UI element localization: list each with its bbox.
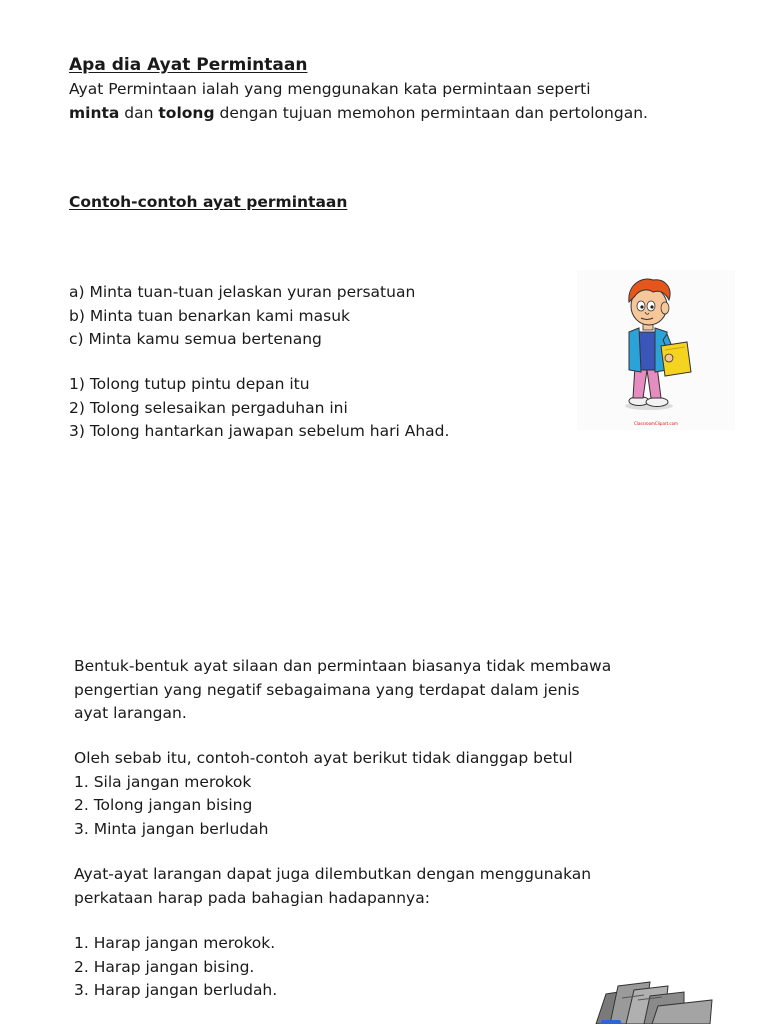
paragraph-line: Bentuk-bentuk ayat silaan dan permintaan biasanya tidak membawa — [74, 657, 612, 675]
list-item: 3) Tolong hantarkan jawapan sebelum hari Ahad. — [69, 422, 450, 441]
list-item: a) Minta tuan-tuan jelaskan yuran persatuan — [69, 283, 416, 301]
paragraph-line: ayat larangan. — [74, 704, 187, 722]
paragraph-line: perkataan harap pada bahagian hadapannya: — [74, 888, 430, 907]
cartoon-boy-with-folder-icon — [577, 270, 735, 430]
tolong-examples-list — [69, 372, 449, 443]
harap-examples-list — [74, 931, 277, 1002]
list-item: 3. Harap jangan berludah. — [74, 981, 278, 999]
list-item: 1) Tolong tutup pintu depan itu — [69, 375, 310, 393]
keyword-minta: minta — [69, 104, 120, 122]
list-item: b) Minta tuan benarkan kami masuk — [69, 306, 350, 325]
paragraph-line: Oleh sebab itu, contoh-contoh ayat berikut tidak dianggap betul — [74, 749, 573, 767]
list-item: 2. Tolong jangan bising — [74, 796, 253, 814]
list-item: 2. Harap jangan bising. — [74, 957, 255, 976]
list-item: 1. Sila jangan merokok — [74, 772, 252, 791]
definition-line-2-mid: dan — [119, 104, 159, 122]
paragraph-line: Ayat-ayat larangan dapat juga dilembutkan dengan menggunakan — [74, 865, 592, 883]
wrong-examples-block — [74, 746, 573, 840]
definition-line-2-rest: dengan tujuan memohon permintaan dan pertolongan. — [214, 104, 648, 122]
heading-contoh-ayat-permintaan: Contoh-contoh ayat permintaan — [69, 193, 348, 211]
illustration-credit: ClassroomClipart.com — [634, 421, 678, 426]
list-item: 3. Minta jangan berludah — [74, 819, 269, 838]
keyword-tolong: tolong — [158, 104, 215, 122]
minta-examples-list — [69, 280, 415, 351]
heading-apa-dia-ayat-permintaan: Apa dia Ayat Permintaan — [69, 55, 308, 75]
definition-line-1: Ayat Permintaan ialah yang menggunakan kata permintaan seperti — [69, 80, 591, 98]
list-item: 1. Harap jangan merokok. — [74, 934, 276, 952]
harap-paragraph — [74, 862, 591, 909]
list-item: c) Minta kamu semua bertenang — [69, 330, 322, 349]
definition-line-2 — [69, 101, 648, 125]
books-icon — [592, 976, 722, 1024]
explanation-paragraph — [74, 654, 611, 725]
paragraph-line: pengertian yang negatif sebagaimana yang terdapat dalam jenis — [74, 680, 580, 699]
list-item: 2) Tolong selesaikan pergaduhan ini — [69, 398, 348, 417]
